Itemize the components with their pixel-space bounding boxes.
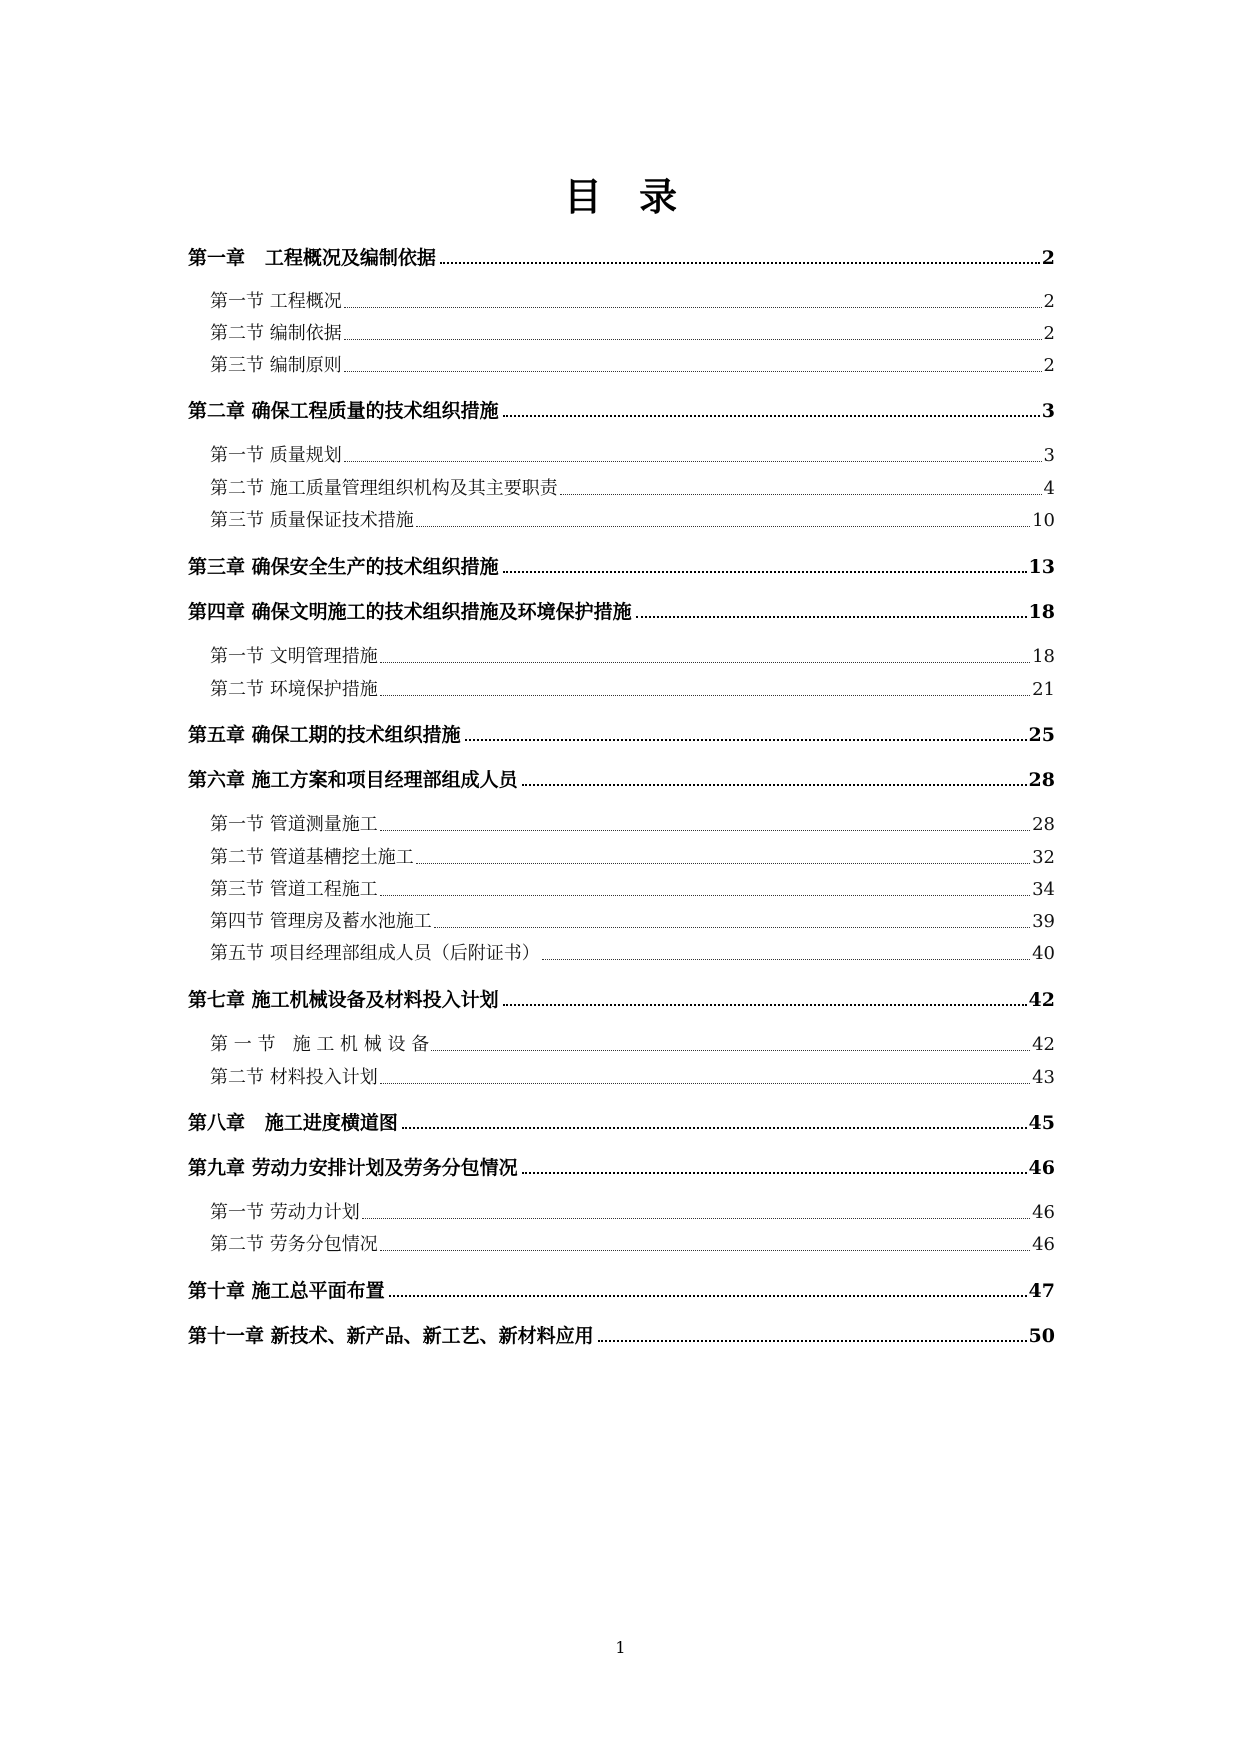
page-number: 1 [615,1638,626,1657]
toc-entry-page: 40 [1032,943,1055,964]
toc-entry-page: 28 [1028,769,1055,791]
toc-entry-label: 第五节 项目经理部组成人员（后附证书） [210,943,540,964]
dot-leader [522,784,1027,786]
dot-leader [380,1083,1030,1084]
toc-section-row[interactable] [210,288,1055,316]
toc-entry-label: 第四章 确保文明施工的技术组织措施及环境保护措施 [188,601,632,623]
toc-entry-label: 第二节 施工质量管理组织机构及其主要职责 [210,478,558,499]
dot-leader [542,959,1030,960]
toc-entry-label: 第二节 管道基槽挖土施工 [210,847,414,868]
toc-entry-page: 18 [1028,601,1055,623]
toc-entry-page: 10 [1032,510,1055,531]
toc-entry-label: 第七章 施工机械设备及材料投入计划 [188,989,499,1011]
toc-entry-label: 第十章 施工总平面布置 [188,1280,385,1302]
toc-entry-page: 2 [1043,291,1055,312]
toc-entry-label: 第九章 劳动力安排计划及劳务分包情况 [188,1157,518,1179]
toc-chapter-row[interactable] [188,1109,1055,1137]
dot-leader [344,371,1042,372]
dot-leader [434,927,1030,928]
toc-entry-label: 第一节 管道测量施工 [210,814,378,835]
toc-section-row[interactable] [210,643,1055,671]
toc-entry-label: 第一章 工程概况及编制依据 [188,247,436,269]
dot-leader [522,1172,1027,1174]
toc-chapter-row[interactable] [188,1322,1055,1350]
dot-leader [503,415,1040,417]
dot-leader [440,262,1040,264]
toc-entry-page: 25 [1028,724,1055,746]
toc-section-row[interactable] [210,1064,1055,1092]
toc-section-row[interactable] [210,876,1055,904]
toc-entry-page: 34 [1032,879,1055,900]
dot-leader [344,339,1042,340]
toc-entry-label: 第二节 环境保护措施 [210,679,378,700]
toc-chapter-row[interactable] [188,397,1055,425]
toc-entry-page: 2 [1043,355,1055,376]
dot-leader [402,1127,1027,1129]
toc-entry-page: 42 [1028,989,1055,1011]
toc-section-row[interactable] [210,908,1055,936]
toc-chapter-row[interactable] [188,766,1055,794]
toc-entry-label: 第一节 劳动力计划 [210,1202,360,1223]
toc-entry-label: 第二章 确保工程质量的技术组织措施 [188,400,499,422]
toc-section-row[interactable] [210,1231,1055,1259]
toc-title: 目 录 [563,174,690,219]
toc-entry-page: 43 [1032,1067,1055,1088]
toc-section-row[interactable] [210,442,1055,470]
toc-entry-page: 2 [1041,247,1055,269]
toc-entry-page: 47 [1028,1280,1055,1302]
dot-leader [560,494,1042,495]
toc-entry-page: 21 [1032,679,1055,700]
dot-leader [344,461,1042,462]
toc-chapter-row[interactable] [188,1277,1055,1305]
toc-chapter-row[interactable] [188,598,1055,626]
toc-entry-page: 28 [1032,814,1055,835]
dot-leader [362,1218,1030,1219]
toc-entry-page: 3 [1041,400,1055,422]
dot-leader [380,1250,1030,1251]
toc-entry-page: 2 [1043,323,1055,344]
dot-leader [416,863,1030,864]
toc-entry-label: 第一节 质量规划 [210,445,342,466]
dot-leader [380,830,1030,831]
dot-leader [380,695,1030,696]
toc-entry-page: 4 [1043,478,1055,499]
dot-leader [344,307,1042,308]
toc-entry-label: 第三节 质量保证技术措施 [210,510,414,531]
toc-section-row[interactable] [210,676,1055,704]
toc-entry-label: 第二节 编制依据 [210,323,342,344]
dot-leader [503,571,1027,573]
toc-chapter-row[interactable] [188,721,1055,749]
toc-entry-label: 第十一章 新技术、新产品、新工艺、新材料应用 [188,1325,594,1347]
toc-entry-page: 39 [1032,911,1055,932]
toc-entry-page: 3 [1043,445,1055,466]
toc-entry-page: 46 [1028,1157,1055,1179]
toc-chapter-row[interactable] [188,553,1055,581]
dot-leader [431,1050,1030,1051]
toc-section-row[interactable] [210,844,1055,872]
dot-leader [389,1295,1027,1297]
dot-leader [380,662,1030,663]
toc-entry-page: 42 [1032,1034,1055,1055]
toc-entry-label: 第三节 管道工程施工 [210,879,378,900]
dot-leader [380,895,1030,896]
toc-section-row[interactable] [210,352,1055,380]
toc-entry-label: 第 一 节 施 工 机 械 设 备 [210,1034,430,1055]
dot-leader [416,526,1030,527]
toc-chapter-row[interactable] [188,1154,1055,1182]
dot-leader [598,1340,1027,1342]
toc-entry-page: 18 [1032,646,1055,667]
toc-entry-label: 第五章 确保工期的技术组织措施 [188,724,461,746]
dot-leader [465,739,1027,741]
toc-entry-label: 第四节 管理房及蓄水池施工 [210,911,432,932]
toc-section-row[interactable] [210,475,1055,503]
toc-entry-label: 第六章 施工方案和项目经理部组成人员 [188,769,518,791]
toc-section-row[interactable] [210,811,1055,839]
toc-section-row[interactable] [210,320,1055,348]
toc-entry-page: 13 [1028,556,1055,578]
toc-section-row[interactable] [210,940,1055,968]
toc-chapter-row[interactable] [188,986,1055,1014]
toc-entry-page: 45 [1028,1112,1055,1134]
toc-chapter-row[interactable] [188,244,1055,272]
toc-entry-label: 第二节 劳务分包情况 [210,1234,378,1255]
toc-section-row[interactable] [210,1199,1055,1227]
toc-entry-page: 46 [1032,1234,1055,1255]
toc-entry-page: 32 [1032,847,1055,868]
toc-entry-label: 第一节 文明管理措施 [210,646,378,667]
toc-entry-page: 50 [1028,1325,1055,1347]
toc-section-row[interactable] [210,507,1055,535]
toc-entry-label: 第二节 材料投入计划 [210,1067,378,1088]
toc-section-row[interactable] [210,1031,1055,1059]
dot-leader [636,616,1027,618]
toc-entry-label: 第三节 编制原则 [210,355,342,376]
toc-entry-label: 第八章 施工进度横道图 [188,1112,398,1134]
dot-leader [503,1004,1027,1006]
toc-entry-label: 第三章 确保安全生产的技术组织措施 [188,556,499,578]
toc-entry-label: 第一节 工程概况 [210,291,342,312]
toc-entry-page: 46 [1032,1202,1055,1223]
